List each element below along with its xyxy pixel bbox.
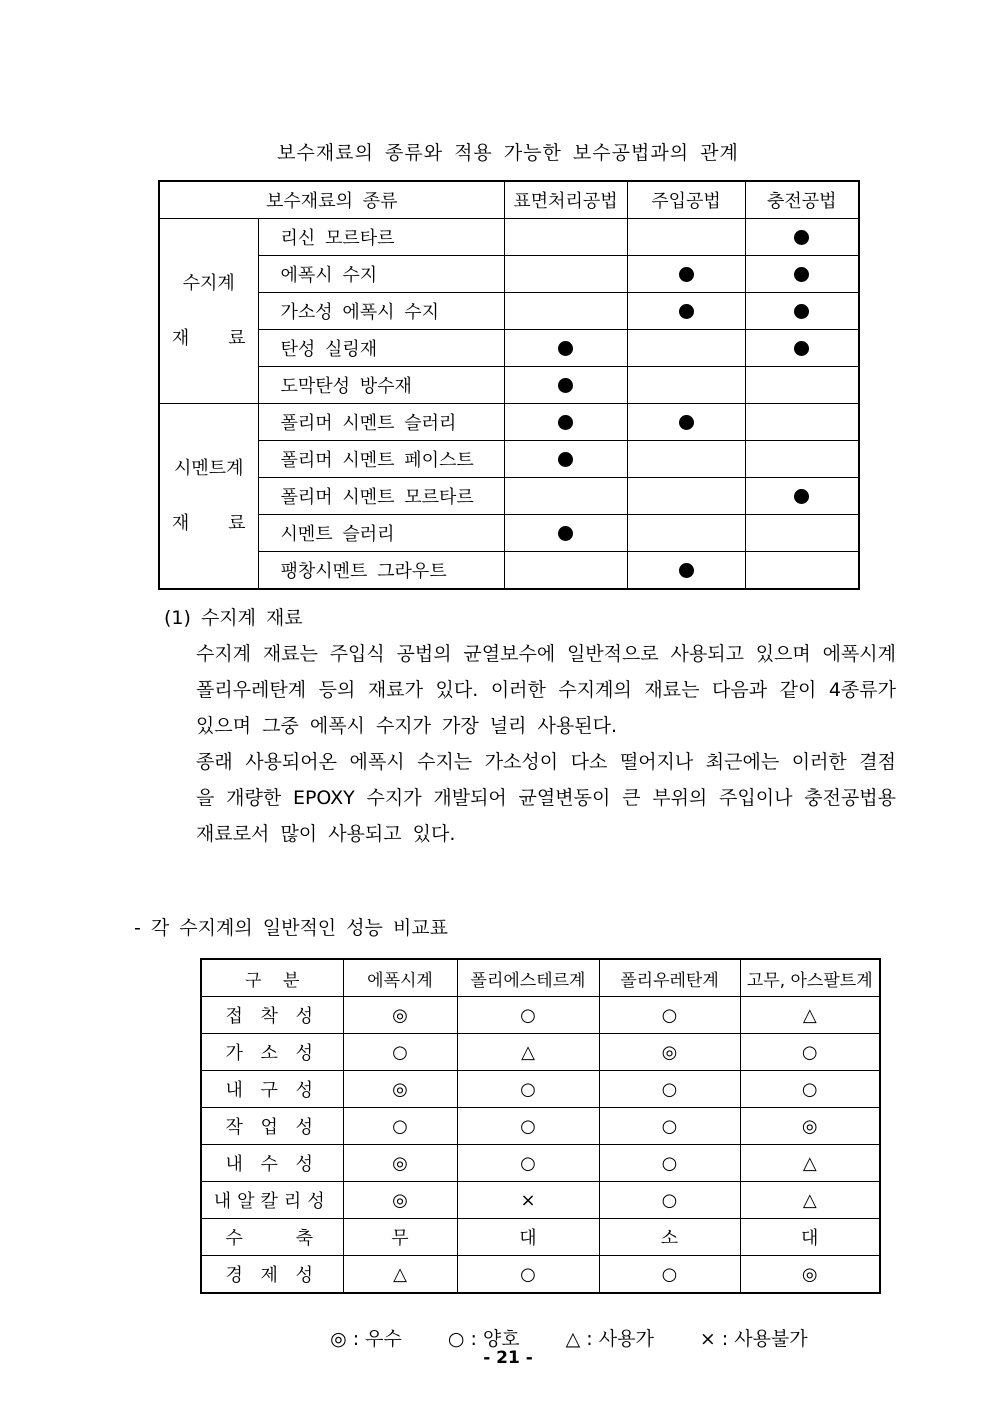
table2-header-cell: 고무, 아스팔트계 xyxy=(740,959,880,997)
property-label: 접 착 성 xyxy=(201,997,343,1034)
table-row xyxy=(201,1145,880,1182)
legend xyxy=(318,1302,808,1351)
paragraph-1: 수지계 재료는 주입식 공법의 균열보수에 일반적으로 사용되고 있으며 에폭시계 폴리우레탄계 등의 재료가 있다. 이러한 수지계의 재료는 다음과 같이 4종류가 있으며 그중 에폭시 수지가 가장 널리 사용된다. xyxy=(196,643,896,737)
table2-header-cell: 폴리에스테르계 xyxy=(457,959,599,997)
material-name: 폴리머 시멘트 모르타르 xyxy=(258,478,504,515)
material-name: 팽창시멘트 그라우트 xyxy=(258,552,504,590)
material-name: 에폭시 수지 xyxy=(258,256,504,293)
applicability-cell xyxy=(627,404,745,441)
rating-cell: ○ xyxy=(599,1108,740,1145)
applicable-dot-icon xyxy=(794,341,809,356)
table2-header-cell: 에폭시계 xyxy=(343,959,457,997)
rating-cell: ○ xyxy=(740,1071,880,1108)
applicability-cell xyxy=(745,552,859,590)
applicable-dot-icon xyxy=(679,267,694,282)
material-name: 시멘트 슬러리 xyxy=(258,515,504,552)
rating-cell: ◎ xyxy=(343,1182,457,1219)
applicability-cell xyxy=(745,256,859,293)
material-name: 탄성 실링재 xyxy=(258,330,504,367)
table-row xyxy=(201,1034,880,1071)
applicability-cell xyxy=(504,367,627,404)
table-row xyxy=(201,1219,880,1256)
table-row xyxy=(201,1108,880,1145)
applicable-dot-icon xyxy=(794,489,809,504)
legend-good: ○ : 양호 xyxy=(447,1328,520,1350)
table1-title: 보수재료의 종류와 적용 가능한 보수공법과의 관계 xyxy=(277,142,739,164)
rating-cell: ◎ xyxy=(740,1256,880,1294)
rating-cell: 소 xyxy=(599,1219,740,1256)
applicability-cell xyxy=(627,441,745,478)
applicability-cell xyxy=(627,293,745,330)
legend-excellent: ◎ : 우수 xyxy=(330,1328,402,1350)
property-label: 수 축 xyxy=(201,1219,343,1256)
material-name: 리신 모르타르 xyxy=(258,219,504,256)
table-row xyxy=(159,367,859,404)
material-group-label xyxy=(159,404,258,590)
table-row xyxy=(159,515,859,552)
group-label-line: 재 료 xyxy=(171,513,246,534)
rating-cell: △ xyxy=(740,1145,880,1182)
applicable-dot-icon xyxy=(794,230,809,245)
table1-header-cell: 표면처리공법 xyxy=(504,181,627,219)
applicability-cell xyxy=(745,404,859,441)
applicability-cell xyxy=(745,293,859,330)
rating-cell: ○ xyxy=(457,997,599,1034)
applicability-cell xyxy=(745,330,859,367)
rating-cell: ○ xyxy=(343,1034,457,1071)
applicability-cell xyxy=(504,219,627,256)
table2-header-row xyxy=(201,959,880,997)
legend-unusable: × : 사용불가 xyxy=(699,1328,808,1350)
property-label: 작 업 성 xyxy=(201,1108,343,1145)
rating-cell: ◎ xyxy=(343,1145,457,1182)
rating-cell: 무 xyxy=(343,1219,457,1256)
section-heading: (1) 수지계 재료 xyxy=(164,607,303,629)
applicable-dot-icon xyxy=(794,304,809,319)
repair-materials-table xyxy=(158,180,860,590)
table-row xyxy=(159,256,859,293)
material-group-label xyxy=(159,219,258,404)
rating-cell: △ xyxy=(343,1256,457,1294)
applicability-cell xyxy=(745,515,859,552)
applicability-cell xyxy=(504,404,627,441)
table-row xyxy=(159,219,859,256)
rating-cell: ◎ xyxy=(343,997,457,1034)
applicable-dot-icon xyxy=(558,526,573,541)
applicability-cell xyxy=(627,515,745,552)
table-row xyxy=(159,404,859,441)
applicability-cell xyxy=(745,219,859,256)
applicable-dot-icon xyxy=(558,452,573,467)
rating-cell: ○ xyxy=(457,1145,599,1182)
rating-cell: 대 xyxy=(740,1219,880,1256)
property-label: 내알칼리성 xyxy=(201,1182,343,1219)
applicability-cell xyxy=(627,219,745,256)
rating-cell: ○ xyxy=(457,1108,599,1145)
rating-cell: ○ xyxy=(599,1256,740,1294)
table1-header-cell: 보수재료의 종류 xyxy=(159,181,504,219)
table1-header-cell: 주입공법 xyxy=(627,181,745,219)
applicability-cell xyxy=(504,330,627,367)
rating-cell: ○ xyxy=(343,1108,457,1145)
applicability-cell xyxy=(504,552,627,590)
material-name: 폴리머 시멘트 페이스트 xyxy=(258,441,504,478)
rating-cell: ○ xyxy=(599,997,740,1034)
rating-cell: △ xyxy=(740,997,880,1034)
page-number: - 21 - xyxy=(483,1348,533,1368)
rating-cell: ○ xyxy=(599,1071,740,1108)
group-label-line: 시멘트계 xyxy=(173,458,244,479)
applicable-dot-icon xyxy=(558,415,573,430)
paragraph-2: 종래 사용되어온 에폭시 수지는 가소성이 다소 떨어지나 최근에는 이러한 결점을 개량한 EPOXY 수지가 개발되어 균열변동이 큰 부위의 주입이나 충전공법용 재료로서 많이 사용되고 있다. xyxy=(196,751,896,845)
table1-header-row xyxy=(159,181,859,219)
table-row xyxy=(201,1256,880,1294)
applicability-cell xyxy=(627,330,745,367)
table2-header-cell: 구 분 xyxy=(201,959,343,997)
table-row xyxy=(159,330,859,367)
table-row xyxy=(159,293,859,330)
applicability-cell xyxy=(504,256,627,293)
table-row xyxy=(159,441,859,478)
applicability-cell xyxy=(745,441,859,478)
rating-cell: △ xyxy=(740,1182,880,1219)
property-label: 경 제 성 xyxy=(201,1256,343,1294)
resin-performance-table xyxy=(200,958,881,1294)
rating-cell: △ xyxy=(457,1034,599,1071)
applicable-dot-icon xyxy=(679,563,694,578)
group-label-line: 수지계 xyxy=(182,273,235,294)
applicability-cell xyxy=(504,515,627,552)
rating-cell: × xyxy=(457,1182,599,1219)
material-name: 폴리머 시멘트 슬러리 xyxy=(258,404,504,441)
applicable-dot-icon xyxy=(679,304,694,319)
table-row xyxy=(201,1071,880,1108)
rating-cell: ○ xyxy=(457,1256,599,1294)
applicable-dot-icon xyxy=(679,415,694,430)
table1-header-cell: 충전공법 xyxy=(745,181,859,219)
group-label-line: 재 료 xyxy=(171,328,246,349)
applicability-cell xyxy=(504,441,627,478)
table-row xyxy=(201,997,880,1034)
applicability-cell xyxy=(627,478,745,515)
applicability-cell xyxy=(745,367,859,404)
applicable-dot-icon xyxy=(558,341,573,356)
rating-cell: ○ xyxy=(599,1182,740,1219)
applicability-cell xyxy=(745,478,859,515)
rating-cell: 대 xyxy=(457,1219,599,1256)
material-name: 가소성 에폭시 수지 xyxy=(258,293,504,330)
table-row xyxy=(201,1182,880,1219)
material-name: 도막탄성 방수재 xyxy=(258,367,504,404)
rating-cell: ◎ xyxy=(740,1108,880,1145)
table2-header-cell: 폴리우레탄계 xyxy=(599,959,740,997)
rating-cell: ○ xyxy=(599,1145,740,1182)
applicability-cell xyxy=(504,478,627,515)
table2-title: - 각 수지계의 일반적인 성능 비교표 xyxy=(134,917,449,939)
rating-cell: ○ xyxy=(740,1034,880,1071)
property-label: 가 소 성 xyxy=(201,1034,343,1071)
property-label: 내 구 성 xyxy=(201,1071,343,1108)
applicability-cell xyxy=(627,256,745,293)
applicability-cell xyxy=(627,367,745,404)
table-row xyxy=(159,552,859,590)
table-row xyxy=(159,478,859,515)
applicable-dot-icon xyxy=(794,267,809,282)
applicable-dot-icon xyxy=(558,378,573,393)
applicability-cell xyxy=(627,552,745,590)
applicability-cell xyxy=(504,293,627,330)
rating-cell: ◎ xyxy=(599,1034,740,1071)
legend-usable: △ : 사용가 xyxy=(565,1328,654,1350)
rating-cell: ○ xyxy=(457,1071,599,1108)
property-label: 내 수 성 xyxy=(201,1145,343,1182)
rating-cell: ◎ xyxy=(343,1071,457,1108)
